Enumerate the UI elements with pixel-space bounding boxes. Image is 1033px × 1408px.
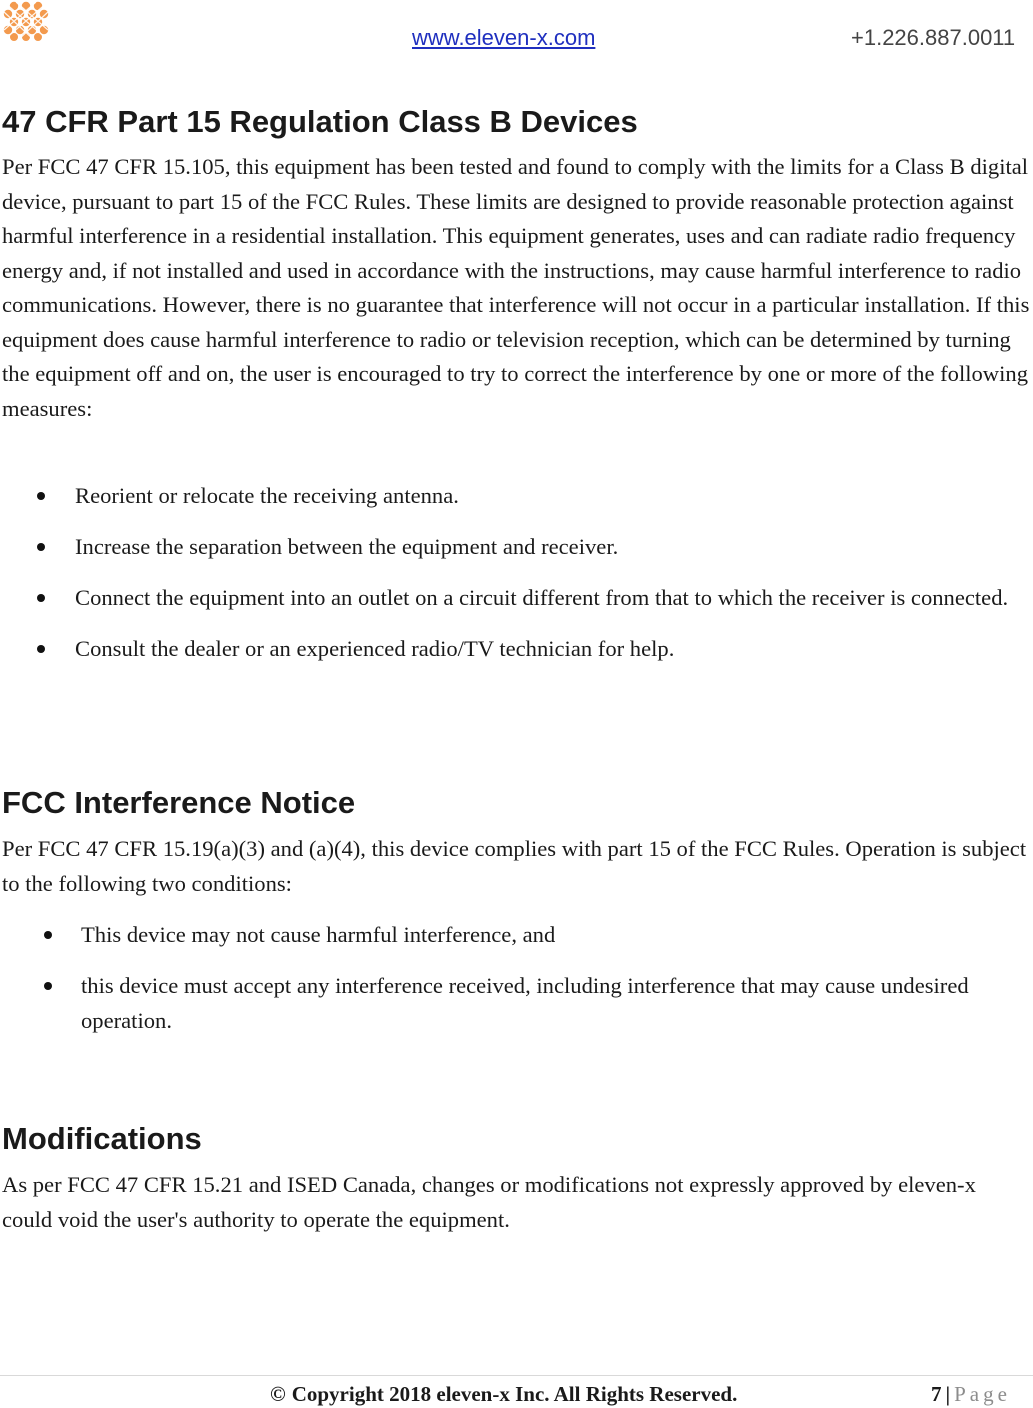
bullet-icon [44,982,52,990]
page-label: Page [954,1382,1011,1406]
page-number [931,1380,1011,1408]
conditions-list [0,917,1030,1038]
measure-text: Connect the equipment into an outlet on a circuit different from that to which the receiver is connected. [75,585,1009,610]
list-item [0,529,1030,564]
list-item [0,631,1030,666]
modifications-paragraph: As per FCC 47 CFR 15.21 and ISED Canada, changes or modifications not expressly approved by eleven-x could void the user's authority to operate the equipment. [2,1172,976,1232]
list-item [0,968,1030,1038]
list-item [0,580,1030,615]
copyright-notice [270,1380,737,1408]
interference-heading: FCC Interference Notice [2,785,356,820]
condition-text: this device must accept any interference received, including interference that may cause undesired operation. [81,973,969,1033]
class-b-heading: 47 CFR Part 15 Regulation Class B Devices [2,104,638,139]
measures-list [0,478,1030,666]
copyright-text: Copyright 2018 eleven-x Inc. All Rights Reserved. [291,1382,738,1406]
class-b-paragraph: Per FCC 47 CFR 15.105, this equipment has been tested and found to comply with the limits for a Class B digital device, pursuant to part 15 of the FCC Rules. These limits are designed to provide reasonable protection against harmful interference in a residential installation. This equipment generates, uses and can radiate radio frequency energy and, if not installed and used in accordance with the instructions, may cause harmful interference to radio communications. However, there is no guarantee that interference will not occur in a particular installation. If this equipment does cause harmful interference to radio or television reception, which can be determined by turning the equipment off and on, the user is encouraged to try to correct the interference by one or more of the following measures: [2,154,1030,421]
footer-divider [0,1375,1033,1376]
measure-text: Reorient or relocate the receiving antenna. [75,483,459,508]
list-item [0,478,1030,513]
bullet-icon [37,594,45,602]
bullet-icon [37,543,45,551]
list-item [0,917,1030,952]
interference-paragraph: Per FCC 47 CFR 15.19(a)(3) and (a)(4), this device complies with part 15 of the FCC Rules. Operation is subject to the following two conditions: [2,836,1027,896]
measure-text: Increase the separation between the equipment and receiver. [75,534,619,559]
modifications-heading: Modifications [2,1121,202,1156]
bullet-icon [37,492,45,500]
copyright-icon: © [270,1382,286,1406]
eleven-x-logo-icon [2,0,50,42]
bullet-icon [44,931,52,939]
phone-number: +1.226.887.0011 [851,25,1016,50]
page-separator: | [945,1382,951,1406]
website-link[interactable]: www.eleven-x.com [412,25,596,50]
measure-text: Consult the dealer or an experienced radio/TV technician for help. [75,636,675,661]
condition-text: This device may not cause harmful interference, and [81,922,556,947]
page-number-value: 7 [931,1382,942,1406]
bullet-icon [37,645,45,653]
